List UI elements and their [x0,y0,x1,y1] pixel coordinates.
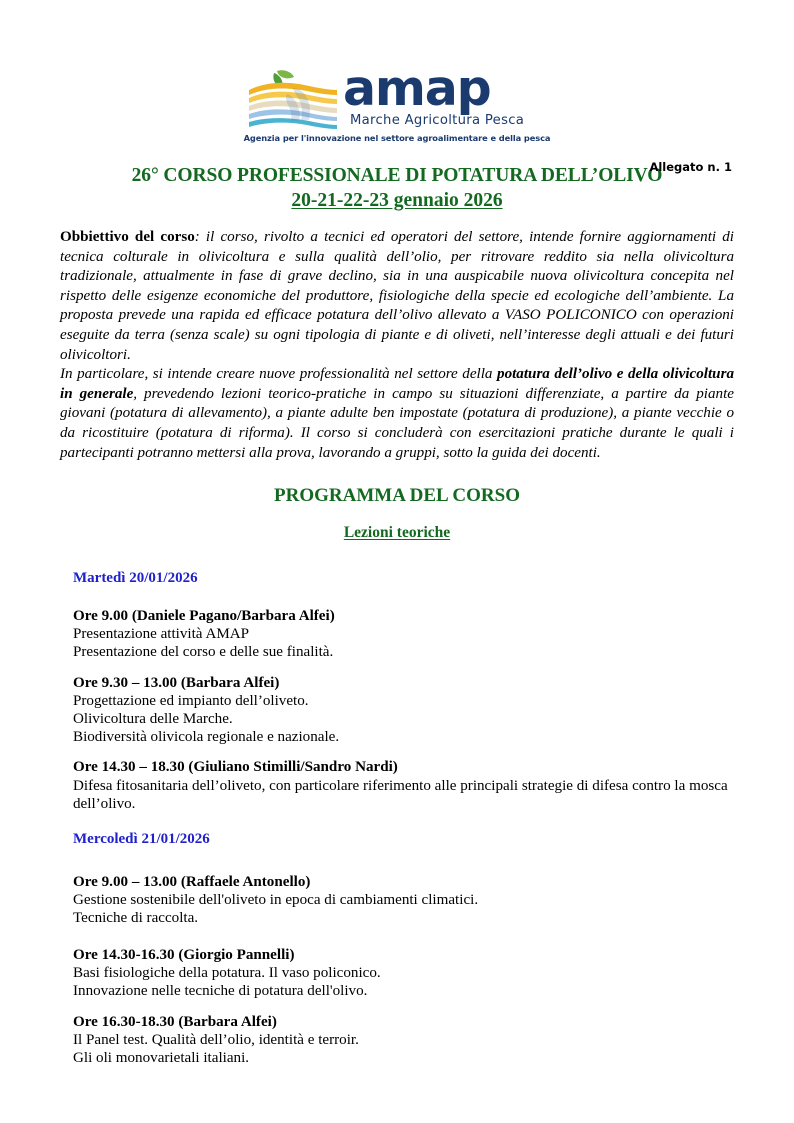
page-subtitle-dates: 20-21-22-23 gennaio 2026 [291,189,503,211]
day-block [60,570,734,813]
page-title: 26° CORSO PROFESSIONALE DI POTATURA DELL’OLIVO [131,165,663,186]
session-line: Il Panel test. Qualità dell’olio, identità e terroir. [73,1032,359,1049]
schedule [60,570,734,1067]
logo-subtitle: Marche Agricoltura Pesca [350,113,525,128]
session-line: Basi fisiologiche della potatura. Il vaso policonico. [73,965,381,982]
session-title: Ore 14.30 – 18.30 (Giuliano Stimilli/Sandro Nardi) [73,759,398,776]
intro-paragraph-2-part1: In particolare, si intende creare nuove professionalità nel settore della [60,366,498,383]
session-line: Biodiversità olivicola regionale e nazionale. [73,728,340,745]
session-title: Ore 9.00 – 13.00 (Raffaele Antonello) [73,873,311,890]
intro-paragraph-2-part2: , prevedendo lezioni teorico-pratiche in campo su situazioni differenziate, a partire da piante giovani (potatura di allevamento), a piante adulte ben impostate (potatura di produzione), a piante vecchie o da ricostituire (potatura di riforma). Il corso si concluderà con esercitazioni pratiche durante le quali i partecipanti potranno mettersi alla prova, lavorando a gruppi, sotto la guida dei docenti. [60,385,734,461]
session-title: Ore 16.30-18.30 (Barbara Alfei) [73,1013,277,1030]
logo-tagline: Agenzia per l'innovazione nel settore agroalimentare e della pesca [243,133,551,143]
session-line: Gestione sostenibile dell'oliveto in epoca di cambiamenti climatici. [73,892,479,909]
amap-logo [243,60,551,150]
logo-wordmark: amap [343,60,491,117]
session-line: Gli oli monovarietali italiani. [73,1050,250,1067]
day-date-heading: Martedì 20/01/2026 [73,570,198,587]
intro-paragraph-2-emphasis: potatura dell’olivo e della olivicoltura in generale [60,366,734,402]
session-title: Ore 9.30 – 13.00 (Barbara Alfei) [73,674,280,691]
program-heading: PROGRAMMA DEL CORSO [274,485,520,507]
intro-text [60,228,734,463]
day-block [60,831,734,1067]
session-block [60,874,734,928]
session-block [60,947,734,1001]
intro-paragraph-1-text: : il corso, rivolto a tecnici ed operatori del settore, intende fornire aggiornamenti di tecnica colturale in olivicoltura e sulla qualità dell’olio, per ritrovare reddito sia nella olivicoltura tradizionale, attualmente in fase di grave declino, sia in una auspicabile nuova olivicoltura concepita nel rispetto delle esigenze economiche del produttore, fisiologiche della specie ed ecologiche dell’ambiente. La proposta prevede una rapida ed efficace potatura dell’olivo allevato a VASO POLICONICO con operazioni eseguite da terra (senza scale) su ogni tipologia di piante e di oliveti, nell’interesse degli attuali e dei futuri olivicoltori. [60,228,734,363]
program-subheading: Lezioni teoriche [343,524,451,542]
session-line: Tecniche di raccolta. [73,910,199,927]
session-block [60,675,734,747]
day-date-heading: Mercoledì 21/01/2026 [73,831,210,848]
session-title: Ore 9.00 (Daniele Pagano/Barbara Alfei) [73,607,335,624]
intro-paragraph-2 [60,365,734,463]
session-line: Presentazione attività AMAP [73,626,250,643]
session-line: Presentazione del corso e delle sue finalità. [73,644,334,661]
session-block [60,608,734,662]
session-block [60,759,734,813]
title-block [60,164,734,214]
intro-label: Obbiettivo del corso [60,228,195,245]
attachment-label: Allegato n. 1 [649,160,732,174]
session-line: Olivicoltura delle Marche. [73,711,233,727]
session-block [60,1014,734,1068]
amap-emblem-icon [247,68,339,130]
intro-paragraph-1 [60,228,734,365]
logo-area [60,0,734,150]
session-line: Progettazione ed impianto dell’oliveto. [73,693,309,710]
session-line: Difesa fitosanitaria dell’oliveto, con particolare riferimento alle principali strategie di difesa contro la mosca dell’olivo. [73,777,728,812]
session-line: Innovazione nelle tecniche di potatura dell'olivo. [73,983,368,1000]
session-title: Ore 14.30-16.30 (Giorgio Pannelli) [73,946,295,963]
